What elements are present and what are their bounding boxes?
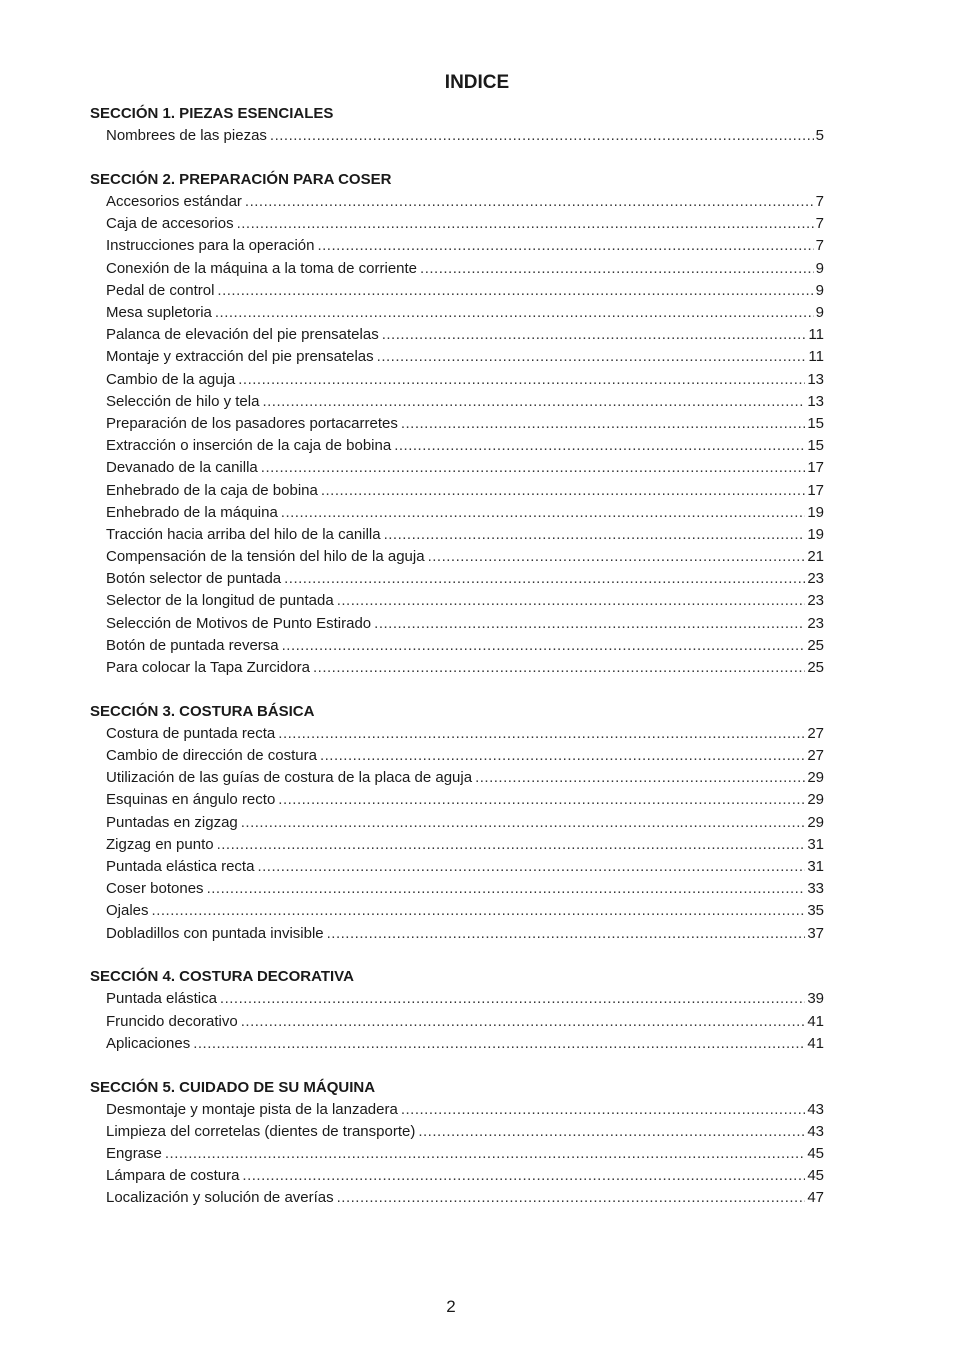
entry-page-number: 41 (807, 1012, 824, 1030)
dot-leader (282, 635, 806, 657)
entry-page-number: 15 (807, 437, 824, 455)
toc-entry (90, 391, 824, 413)
toc-entry (90, 723, 824, 745)
dot-leader (401, 413, 805, 435)
entry-title: Compensación de la tensión del hilo de la aguja (106, 548, 425, 566)
toc-entry (90, 635, 824, 657)
entry-title: Puntada elástica (106, 990, 217, 1008)
entry-title: Coser botones (106, 880, 204, 898)
entry-page-number: 29 (807, 791, 824, 809)
entry-page-number: 35 (807, 902, 824, 920)
dot-leader (220, 988, 805, 1010)
entry-title: Puntadas en zigzag (106, 813, 238, 831)
entry-page-number: 23 (807, 592, 824, 610)
toc-entry (90, 235, 824, 257)
toc-entry (90, 856, 824, 878)
dot-leader (237, 213, 814, 235)
entry-page-number: 37 (807, 924, 824, 942)
entry-title: Localización y solución de averías (106, 1189, 334, 1207)
toc-entry (90, 480, 824, 502)
toc-entry (90, 369, 824, 391)
entry-title: Accesorios estándar (106, 193, 242, 211)
dot-leader (337, 1187, 806, 1209)
entry-page-number: 7 (815, 215, 824, 233)
entry-title: Mesa supletoria (106, 304, 212, 321)
entry-page-number: 5 (815, 127, 824, 145)
toc-entry (90, 280, 824, 302)
entry-page-number: 33 (807, 880, 824, 898)
dot-leader (284, 568, 805, 590)
toc-entry (90, 657, 824, 679)
entry-page-number: 45 (807, 1145, 824, 1163)
entry-page-number: 47 (807, 1189, 824, 1207)
entry-title: Costura de puntada recta (106, 724, 276, 742)
entry-page-number: 29 (807, 769, 824, 787)
dot-leader (245, 191, 814, 213)
entry-title: Cambio de la aguja (106, 370, 236, 388)
toc-entry (90, 834, 824, 856)
dot-leader (317, 235, 813, 257)
entry-title: Esquinas en ángulo recto (106, 791, 276, 809)
dot-leader (278, 723, 805, 745)
page-number: 2 (446, 1297, 456, 1316)
entry-title: Limpieza del corretelas (dientes de transporte) (106, 1122, 416, 1140)
entry-page-number: 11 (808, 326, 824, 344)
entry-title: Caja de accesorios (106, 215, 234, 233)
toc-section (90, 701, 824, 945)
entry-page-number: 23 (807, 570, 824, 588)
toc-entry (90, 125, 824, 147)
entry-title: Enhebrado de la caja de bobina (106, 481, 318, 499)
entry-title: Montaje y extracción del pie prensatelas (106, 348, 374, 366)
toc-section (90, 103, 824, 147)
toc-entry (90, 789, 824, 811)
toc-entry (90, 1099, 824, 1121)
dot-leader (337, 590, 806, 612)
entry-title: Engrase (106, 1145, 162, 1163)
section-heading: SECCIÓN 2. PREPARACIÓN PARA COSER (90, 170, 392, 188)
entry-page-number: 9 (815, 281, 824, 299)
entry-title: Utilización de las guías de costura de la placa de aguja (106, 769, 473, 787)
toc-entry (90, 878, 824, 900)
dot-leader (242, 1165, 805, 1187)
dot-leader (278, 789, 805, 811)
dot-leader (382, 324, 807, 346)
toc-entry (90, 346, 824, 368)
toc-entry (90, 457, 824, 479)
entry-page-number: 9 (815, 259, 824, 277)
dot-leader (257, 856, 805, 878)
toc-entry (90, 302, 824, 324)
toc-entry (90, 546, 824, 568)
toc-entry (90, 568, 824, 590)
toc-entry (90, 767, 824, 789)
toc-entry (90, 745, 824, 767)
section-heading: SECCIÓN 3. COSTURA BÁSICA (90, 702, 315, 720)
dot-leader (238, 369, 805, 391)
entry-title: Lámpara de costura (106, 1167, 240, 1185)
dot-leader (193, 1033, 805, 1055)
dot-leader (428, 546, 806, 568)
toc-entry (90, 524, 824, 546)
toc-entry (90, 191, 824, 213)
entry-title: Nombrees de las piezas (106, 127, 267, 145)
toc-entry (90, 502, 824, 524)
entry-page-number: 25 (807, 659, 824, 676)
entry-title: Botón selector de puntada (106, 570, 282, 588)
dot-leader (321, 480, 805, 502)
entry-title: Enhebrado de la máquina (106, 503, 278, 521)
dot-leader (418, 1121, 805, 1143)
dot-leader (374, 613, 805, 635)
entry-title: Selección de Motivos de Punto Estirado (106, 614, 372, 632)
dot-leader (320, 745, 805, 767)
entry-page-number: 23 (807, 614, 824, 632)
toc-entry (90, 1165, 824, 1187)
toc-section (90, 169, 824, 679)
toc-section (90, 1077, 824, 1210)
toc-entry (90, 1187, 824, 1209)
entry-title: Para colocar la Tapa Zurcidora (106, 659, 310, 676)
toc-entry (90, 988, 824, 1010)
toc-entry (90, 1033, 824, 1055)
toc-entry (90, 324, 824, 346)
section-heading: SECCIÓN 5. CUIDADO DE SU MÁQUINA (90, 1078, 376, 1096)
table-of-contents (90, 103, 824, 1231)
dot-leader (313, 657, 805, 679)
entry-page-number: 7 (815, 237, 824, 255)
dot-leader (281, 502, 806, 524)
toc-entry (90, 1143, 824, 1165)
dot-leader (420, 258, 814, 280)
dot-leader (241, 1011, 806, 1033)
toc-entry (90, 812, 824, 834)
entry-page-number: 29 (807, 813, 824, 831)
entry-page-number: 17 (807, 459, 824, 477)
entry-page-number: 11 (808, 348, 824, 366)
toc-entry (90, 435, 824, 457)
entry-page-number: 45 (807, 1167, 824, 1185)
entry-title: Desmontaje y montaje pista de la lanzadera (106, 1100, 398, 1118)
entry-title: Fruncido decorativo (106, 1012, 238, 1030)
toc-entry (90, 213, 824, 235)
entry-title: Conexión de la máquina a la toma de corriente (106, 259, 418, 277)
dot-leader (262, 391, 805, 413)
entry-page-number: 27 (807, 724, 824, 742)
toc-entry (90, 590, 824, 612)
entry-title: Devanado de la canilla (106, 459, 258, 477)
page-title: INDICE (444, 71, 510, 93)
entry-page-number: 39 (807, 990, 824, 1008)
dot-leader (217, 280, 813, 302)
dot-leader (377, 346, 807, 368)
toc-entry (90, 900, 824, 922)
entry-title: Botón de puntada reversa (106, 636, 279, 654)
entry-page-number: 17 (807, 481, 824, 499)
entry-page-number: 7 (815, 193, 824, 211)
dot-leader (475, 767, 805, 789)
toc-entry (90, 1011, 824, 1033)
entry-title: Ojales (106, 902, 149, 920)
dot-leader (401, 1099, 805, 1121)
dot-leader (327, 923, 806, 945)
dot-leader (165, 1143, 805, 1165)
entry-page-number: 19 (807, 525, 824, 543)
entry-page-number: 15 (807, 414, 824, 432)
dot-leader (152, 900, 806, 922)
toc-entry (90, 923, 824, 945)
entry-title: Preparación de los pasadores portacarretes (106, 414, 398, 432)
entry-title: Cambio de dirección de costura (106, 747, 317, 765)
dot-leader (394, 435, 805, 457)
dot-leader (241, 812, 806, 834)
entry-title: Dobladillos con puntada invisible (106, 924, 324, 942)
dot-leader (270, 125, 814, 147)
toc-entry (90, 613, 824, 635)
entry-page-number: 13 (807, 392, 824, 410)
entry-title: Instrucciones para la operación (106, 237, 315, 255)
toc-section (90, 966, 824, 1055)
entry-title: Selector de la longitud de puntada (106, 592, 334, 610)
entry-page-number: 27 (807, 747, 824, 765)
entry-page-number: 43 (807, 1100, 824, 1118)
entry-page-number: 9 (815, 304, 824, 321)
toc-entry (90, 258, 824, 280)
entry-title: Puntada elástica recta (106, 858, 255, 875)
dot-leader (384, 524, 806, 546)
entry-page-number: 31 (807, 858, 824, 875)
entry-title: Aplicaciones (106, 1034, 191, 1052)
entry-title: Zigzag en punto (106, 835, 214, 853)
entry-page-number: 41 (807, 1034, 824, 1052)
entry-page-number: 43 (807, 1122, 824, 1140)
entry-page-number: 21 (807, 548, 824, 566)
entry-title: Tracción hacia arriba del hilo de la canilla (106, 525, 381, 543)
dot-leader (215, 302, 814, 324)
entry-page-number: 13 (807, 370, 824, 388)
entry-title: Pedal de control (106, 281, 215, 299)
section-heading: SECCIÓN 1. PIEZAS ESENCIALES (90, 105, 334, 122)
entry-page-number: 19 (807, 503, 824, 521)
entry-title: Palanca de elevación del pie prensatelas (106, 326, 379, 344)
entry-page-number: 31 (807, 835, 824, 853)
section-heading: SECCIÓN 4. COSTURA DECORATIVA (90, 968, 354, 986)
toc-entry (90, 1121, 824, 1143)
dot-leader (217, 834, 806, 856)
dot-leader (207, 878, 806, 900)
entry-title: Extracción o inserción de la caja de bobina (106, 437, 392, 455)
toc-entry (90, 413, 824, 435)
dot-leader (261, 457, 806, 479)
entry-title: Selección de hilo y tela (106, 392, 260, 410)
entry-page-number: 25 (807, 636, 824, 654)
